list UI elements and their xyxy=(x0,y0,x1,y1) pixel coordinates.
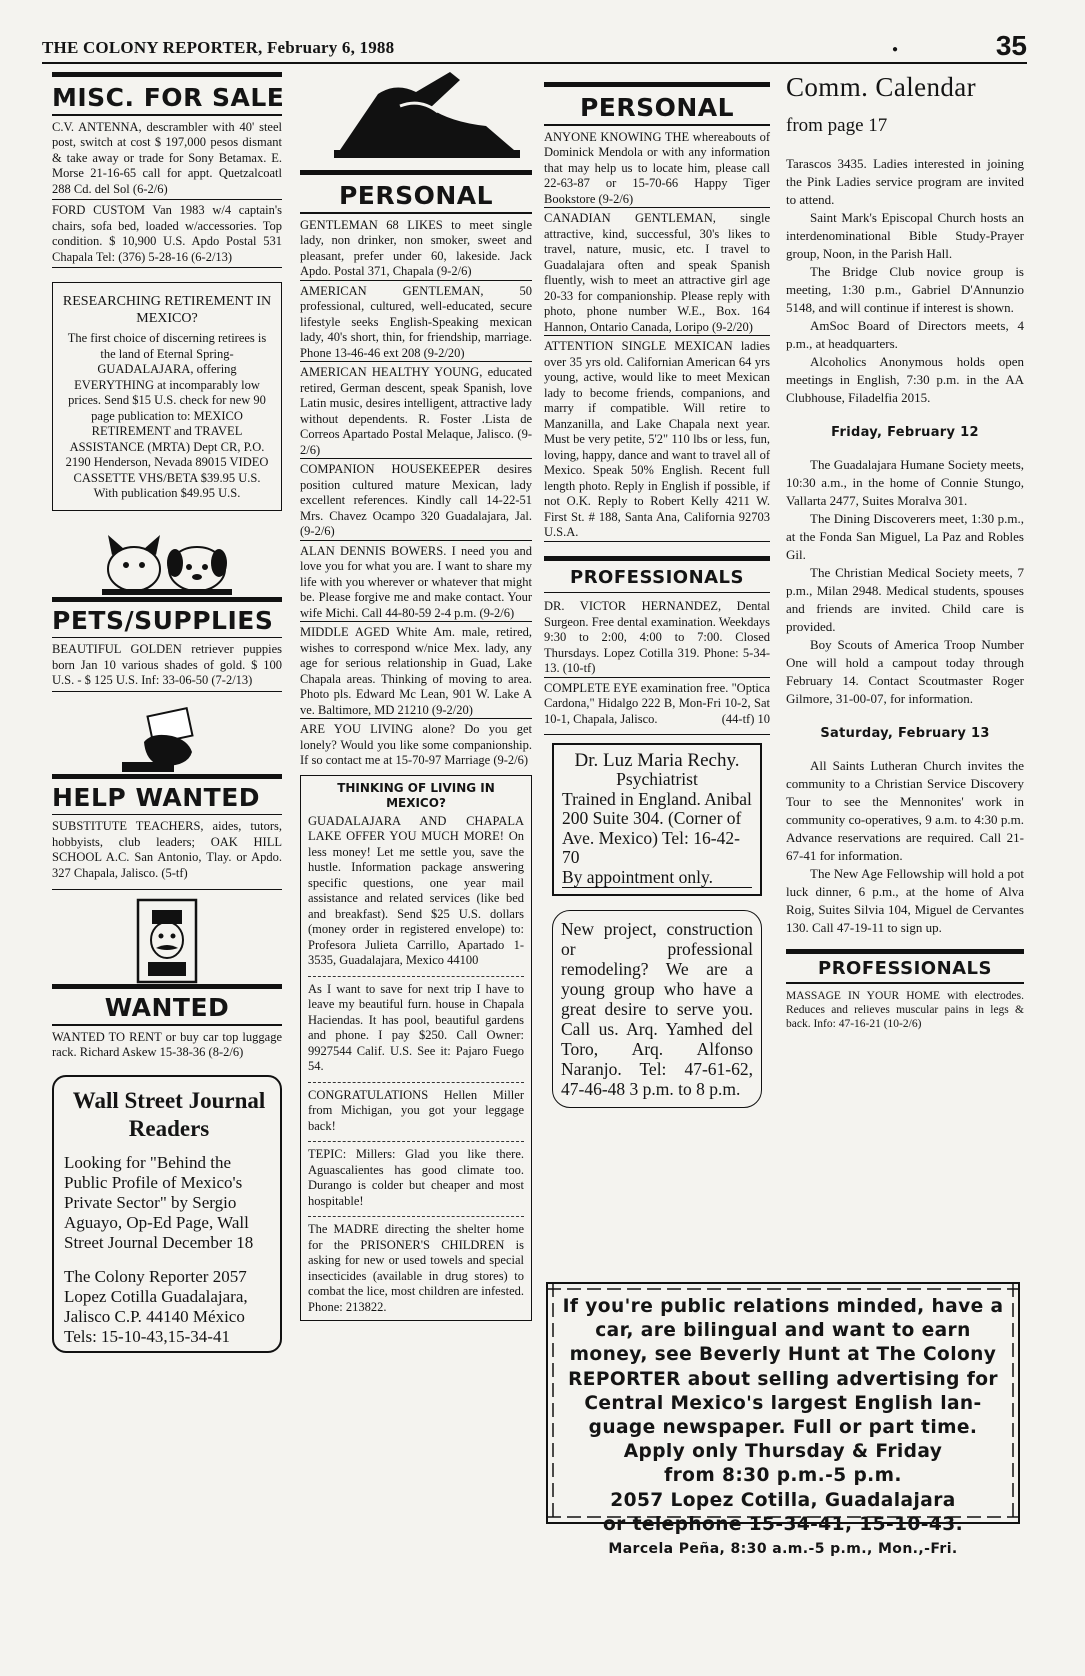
section-rule xyxy=(52,114,282,116)
ad-line: If you're public relations minded, have a xyxy=(562,1296,1004,1317)
page-number: 35 xyxy=(995,30,1027,61)
ad-line: money, see Beverly Hunt at The Colony xyxy=(569,1344,997,1366)
masthead-title: THE COLONY REPORTER, February 6, 1988 xyxy=(42,38,395,57)
calendar-entries-2 xyxy=(786,456,1024,708)
section-rule xyxy=(52,637,282,639)
section-rule xyxy=(300,170,532,175)
calendar-entry: Saint Mark's Episcopal Church hosts an interdenominational Bible Study-Prayer group, Noon, in the Parish Hall. xyxy=(786,210,1024,261)
calendar-entry: The Christian Medical Society meets, 7 p.m., Milan 2948. Medical students, spouses and friends are invited. Child care is provided. xyxy=(786,565,1024,634)
living-in-mexico-box xyxy=(300,775,532,1322)
personal-ad: CANADIAN GENTLEMAN, single attractive, kind, successful, 30's likes to travel, nature, music, etc. I travel to Guadalajara often and speak Spanish fluently, wish to meet an attractive girl age 20-33 for companionship. Please reply with photo, phone number W.E., Box. 164 Hannon, Ontario Canada, Loripo (9-2/20) xyxy=(544,211,770,336)
personal-header-2: PERSONAL xyxy=(579,93,735,122)
calendar-entry: The Dining Discoverers meet, 1:30 p.m., at the Fonda San Miguel, La Paz and Robles Gil. xyxy=(786,511,1024,562)
misc-ad-van: FORD CUSTOM Van 1983 w/4 captain's chairs, sofa bed, loaded w/accessories. Top condition. $ 10,900 U.S. Apdo Postal 531 Chapala Tel: (376) 5-28-16 (6-2/13) xyxy=(52,203,282,268)
masthead xyxy=(42,30,1027,64)
section-rule xyxy=(52,774,282,779)
help-wanted-ad: SUBSTITUTE TEACHERS, aides, tutors, hobbyists, club leaders; OAK HILL SCHOOL A.C. San Antonio, Tlay. or Apdo. 327 Chapala, Jalisco. (5-tf) xyxy=(52,819,282,880)
professionals-header: PROFESSIONALS xyxy=(570,566,744,588)
personal-ad: AMERICAN HEALTHY YOUNG, educated retired, German descent, speak Spanish, love Latin music, desires intelligent, attractive lady without dependents. R. Foster .Lista de Correos Apartado Postal Melaque, Jalisco. (9-2/6) xyxy=(300,365,532,459)
misc-ad-antenna: C.V. ANTENNA, descrambler with 40' steel post, switch at cost $ 197,000 pesos dismant & take away or trade for Sony Betamax. E. Morse 21-16-65 call for appt. Quetzalcoatl 288 Cd. del Sol (6-2/6) xyxy=(52,120,282,201)
ad-line: car, are bilingual and want to earn xyxy=(595,1320,971,1342)
ad-line: from 8:30 p.m.-5 p.m. xyxy=(664,1465,902,1487)
living-box-ad: CONGRATULATIONS Hellen Miller from Michigan, you got your leggage back! xyxy=(308,1087,524,1133)
ad-line: or telephone 15-34-41, 15-10-43. xyxy=(602,1513,964,1535)
psychiatrist-appointment: By appointment only. xyxy=(562,868,752,889)
pets-ad: BEAUTIFUL GOLDEN retriever puppies born Jan 10 various shades of gold. $ 100 U.S. - $ 125 U.S. Inf: 33-06-50 (7-2/13) xyxy=(52,642,282,692)
professionals-header-2: PROFESSIONALS xyxy=(818,958,992,979)
calendar-subtitle: from page 17 xyxy=(786,115,888,136)
construction-box: New project, construction or professional remodeling? We are a young group who have a great desire to serve you. Call us. Arq. Yamhed del Toro, Arq. Alfonso Naranjo. Tel: 47-61-62, 47-46-48 3 p.m. to 8 p.m. xyxy=(552,910,762,1108)
wsj-box-body: Looking for "Behind the Public Profile of Mexico's Private Sector" by Sergio Aguayo, Op-Ed Page, Wall Street Journal December 18 xyxy=(64,1152,254,1252)
professional-ad-massage: MASSAGE IN YOUR HOME with electrodes. Reduces and relieves muscular pains in legs & back. Info: 47-16-21 (10-2/6) xyxy=(786,989,1024,1030)
personal-ad: ARE YOU LIVING alone? Do you get lonely? Would you like some companionship. If so contact me at 15-70-97 Marriage (9-2/6) xyxy=(300,722,532,767)
masthead-rule xyxy=(42,62,1027,64)
dashed-separator xyxy=(308,1082,524,1083)
personal-illustration xyxy=(300,72,532,162)
section-rule xyxy=(300,212,532,214)
professional-ad-ref: (44-tf) 10 xyxy=(721,712,770,726)
wanted-ad: WANTED TO RENT or buy car top luggage rack. Richard Askew 15-38-36 (8-2/6) xyxy=(52,1029,282,1059)
section-rule xyxy=(52,814,282,816)
personal-ad: COMPANION HOUSEKEEPER desires position cultured mature Mexican, lady excellent references. Kindly call 14-22-51 Mrs. Chavez Ocampo 320 Guadalajara, Jal. (9-2/6) xyxy=(300,462,532,541)
personal-ad: ANYONE KNOWING THE whereabouts of Dominick Mendola or with any information that may help us to locate him, please call 22-63-87 or 15-70-66 Happy Tiger Bookstore (9-2/6) xyxy=(544,130,770,209)
section-rule xyxy=(52,984,282,989)
living-box-ad: The MADRE directing the shelter home for the PRISONER'S CHILDREN is asking for new or used towels and special insecticides (available in drug stores) to combat the lice, most children are infested. Phone: 213822. xyxy=(308,1222,524,1314)
advertising-sales-ad xyxy=(545,1281,1021,1558)
calendar-entry: Alcoholics Anonymous holds open meetings in English, 7:30 p.m. in the AA Clubhouse, Filadelfia 2015. xyxy=(786,354,1024,405)
retirement-box-title: RESEARCHING RETIREMENT IN MEXICO? xyxy=(62,294,272,326)
calendar-date-saturday: Saturday, February 13 xyxy=(820,726,990,741)
personal-header: PERSONAL xyxy=(338,181,494,210)
section-rule xyxy=(52,597,282,602)
personal-ad: ALAN DENNIS BOWERS. I need you and love you for what you are. I want to share my life with you wherever or whatever that might be. Please forgive me and make contact. Your wife Michi. Call 44-80-59 2-4 p.m. (9-2/6) xyxy=(300,544,532,623)
section-rule xyxy=(786,982,1024,984)
calendar-entry: The Bridge Club novice group is meeting, 1:30 p.m., Gabriel D'Annunzio 5148, and will continue if interest is shown. xyxy=(786,264,1024,315)
section-rule xyxy=(544,82,770,87)
pets-header: PETS/SUPPLIES xyxy=(52,605,274,635)
calendar-entry: Tarascos 3435. Ladies interested in joining the Pink Ladies service program are invited to attend. xyxy=(786,156,1024,207)
ad-line: REPORTER about selling advertising for xyxy=(568,1368,998,1390)
ad-line: guage newspaper. Full or part time. xyxy=(588,1417,978,1439)
section-rule xyxy=(786,949,1024,954)
psychiatrist-name: Dr. Luz Maria Rechy. xyxy=(574,749,740,771)
wanted-header: WANTED xyxy=(104,993,230,1022)
column-4 xyxy=(786,72,1024,1031)
personal-ad: ATTENTION SINGLE MEXICAN ladies over 35 yrs old. Californian American 64 yrs young, active, would like to meet Mexican lady to become friends, companions, and marry if compatible. Will retire to Manzanilla, and Lake Chapala next year. Must be very petite, 5'2" 110 lbs or less, fun, loving, happy, dance and want to travel all of Mexico. Speak 50% English. Recent full length photo. Reply in English if possible, if not O.K. Reply to Robert Kelly 4211 W. First St. # 188, Santa Ana, California 92703 U.S.A. xyxy=(544,339,770,542)
section-rule xyxy=(544,592,770,594)
section-rule xyxy=(52,1024,282,1026)
ad-line: 2057 Lopez Cotilla, Guadalajara xyxy=(610,1489,956,1511)
ad-line: Apply only Thursday & Friday xyxy=(623,1441,943,1463)
calendar-title: Comm. Calendar xyxy=(786,72,977,102)
calendar-entries-3 xyxy=(786,757,1024,937)
psychiatrist-title: Psychiatrist xyxy=(616,769,698,789)
column-1 xyxy=(52,72,285,1353)
section-rule xyxy=(544,124,770,126)
wanted-illustration xyxy=(52,896,282,984)
ad-text xyxy=(559,1295,1007,1561)
personal-ad: AMERICAN GENTLEMAN, 50 professional, cultured, well-educated, secure lifestyle seeks English-Speaking mexican lady, 40's short, thin, for friendship, marriage. Phone 13-46-46 ext 208 (9-2/20) xyxy=(300,284,532,363)
calendar-entry: The New Age Fellowship will hold a pot luck dinner, 6 p.m., at the home of Alva Roig, Suites Silvia 104, Miguel de Cervantes 130. Call 47-19-11 to sign up. xyxy=(786,866,1024,935)
personal-ad: MIDDLE AGED White Am. male, retired, wishes to correspond w/nice Mex. lady, any age for serious relationship in Guad, Lake Chapala areas. Thinking of moving to area. Photo pls. Edward Mc Lean, 901 W. Lake A ve. Baltimore, MD 21210 (9-2/20) xyxy=(300,625,532,719)
professional-ad-optica: COMPLETE EYE examination free. "Optica Cardona," Hidalgo 222 B, Mon-Fri 10-2, Sat 10-1, Chapala, Jalisco. xyxy=(544,680,770,726)
living-box-ad: As I want to save for next trip I have to leave my beautiful furn. house in Chapala Haciendas. It has pool, beautiful gardens and phone. I pay $250. Call Owner: 9927544 Calif. U.S. See it: Pajaro Fuego 54. xyxy=(308,981,524,1073)
section-rule xyxy=(52,889,282,890)
calendar-entry: All Saints Lutheran Church invites the community to a Christian Service Discovery Tour to see the Mennonites' work in community co-operatives, 9 a.m. to 4:30 p.m. Advance reservations are required. Call 21-67-41 for information. xyxy=(786,758,1024,863)
wsj-box-address: The Colony Reporter 2057 Lopez Cotilla Guadalajara, Jalisco C.P. 44140 México Tels: 15-10-43,15-34-41 xyxy=(64,1266,248,1346)
masthead-dot: ● xyxy=(892,44,899,55)
column-2 xyxy=(300,72,532,1321)
dashed-separator xyxy=(308,1216,524,1217)
misc-header: MISC. FOR SALE xyxy=(52,83,285,112)
personal-ad: GENTLEMAN 68 LIKES to meet single lady, non drinker, non smoker, sweet and pleasant, prefer under 60, lakeside. Jack Apdo. Postal 371, Chapala (9-2/6) xyxy=(300,218,532,281)
ad-footer: Marcela Peña, 8:30 a.m.-5 p.m., Mon.,-Fri. xyxy=(608,1541,958,1558)
calendar-entry: Boy Scouts of America Troop Number One will hold a campout today through February 14. Contact Scoutmaster Roger Gilmore, 31-00-07, for information. xyxy=(786,637,1024,706)
help-wanted-header: HELP WANTED xyxy=(52,782,261,812)
column-3 xyxy=(544,72,770,1108)
section-rule xyxy=(52,72,282,77)
section-rule xyxy=(544,734,770,735)
wsj-box xyxy=(52,1075,282,1353)
pets-illustration xyxy=(52,525,282,597)
psychiatrist-body: Trained in England. Anibal 200 Suite 304. (Corner of Ave. Mexico) Tel: 16-42-70 xyxy=(562,788,752,867)
help-wanted-illustration xyxy=(52,706,282,774)
dashed-separator xyxy=(308,976,524,977)
section-rule xyxy=(544,556,770,561)
living-box-ad: TEPIC: Millers: Glad you like there. Aguascalientes has good climate too. Durango is colder but cheaper and most hospitable! xyxy=(308,1147,524,1208)
wsj-box-title: Wall Street Journal Readers xyxy=(72,1087,266,1141)
living-box-title: THINKING OF LIVING IN MEXICO? xyxy=(337,780,495,810)
living-box-ad: GUADALAJARA AND CHAPALA LAKE OFFER YOU MUCH MORE! On less money! Let me settle you, save the hustle. Information package answering specific questions, one year mail assistance and related services (like bed and breakfast). Send $25 U.S. dollars (money order in registered envelope) to: Profesora Julieta Carrillo, Apartado 1-3535, Guadalajara, Mexico 44100 xyxy=(308,813,524,967)
dashed-separator xyxy=(308,1141,524,1142)
retirement-box-body: The first choice of discerning retirees is the land of Eternal Spring-GUADALAJARA, offering EVERYTHING at incomparably low prices. Send $15 U.S. check for new 90 page publication to: MEXICO RETIREMENT and TRAVEL ASSISTANCE (MRTA) Dept CR, P.O. 2190 Henderson, Nevada 89015 VIDEO CASSETTE VHS/BETA $39.95 U.S. With publication $49.95 U.S. xyxy=(65,331,269,500)
ad-line: Central Mexico's largest English lan- xyxy=(584,1392,982,1414)
calendar-entries-1 xyxy=(786,155,1024,407)
calendar-entry: AmSoc Board of Directors meets, 4 p.m., at headquarters. xyxy=(786,318,1024,351)
professional-ad-dentist: DR. VICTOR HERNANDEZ, Dental Surgeon. Free dental examination. Weekdays 9:30 to 2:00, 4:00 to 7:00. Closed Thursdays. Lopez Cotilla 319. Phone: 5-34-13. (10-tf) xyxy=(544,599,770,678)
calendar-date-friday: Friday, February 12 xyxy=(831,425,979,440)
retirement-box xyxy=(52,282,282,511)
calendar-entry: The Guadalajara Humane Society meets, 10:30 a.m., in the home of Connie Stungo, Vallarta 2477, Suites Moralva 301. xyxy=(786,457,1024,508)
psychiatrist-box xyxy=(552,743,762,897)
